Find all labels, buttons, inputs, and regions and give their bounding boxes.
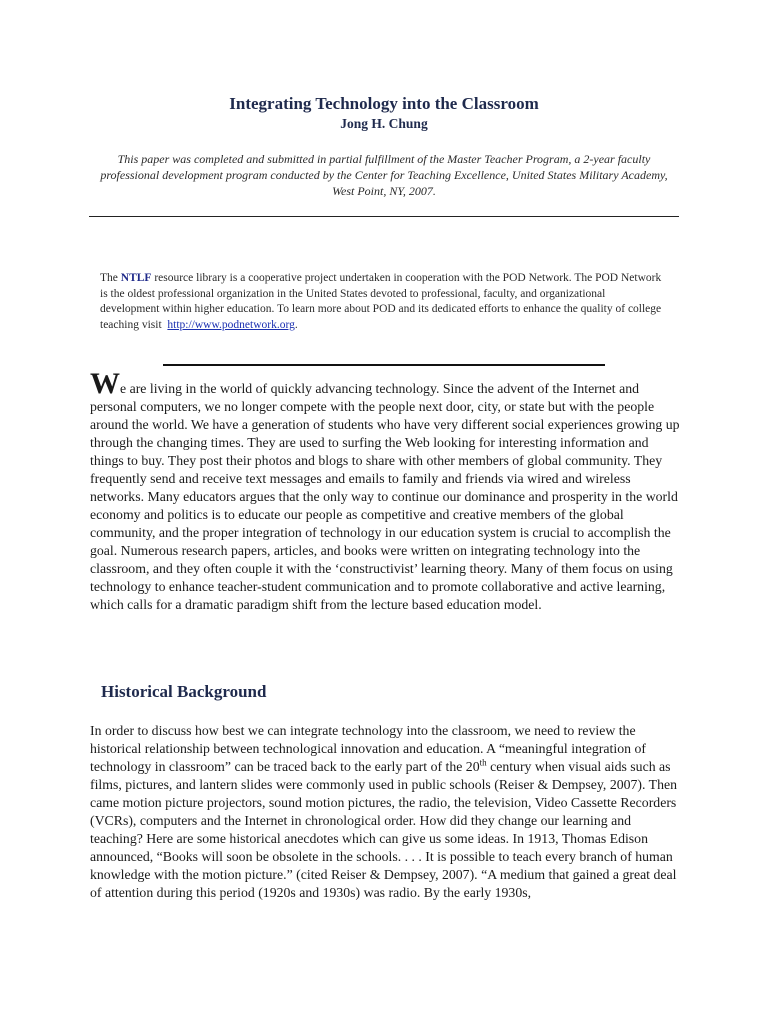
historical-paragraph (90, 722, 680, 902)
drop-cap: W (90, 367, 120, 400)
intro-paragraph (90, 367, 680, 614)
ntlf-suffix: . (294, 318, 298, 331)
document-title: Integrating Technology into the Classroom (229, 94, 539, 113)
middle-divider (163, 364, 605, 366)
ntlf-prefix: The (100, 272, 118, 284)
pod-network-link[interactable]: http://www.podnetwork.org (167, 318, 295, 331)
ntlf-text: resource library is a cooperative project undertaken in cooperation with the POD Network. The POD Network is the oldest professional organization in the United States devoted to professional, faculty, and organizational development within higher education. To learn more about POD and its dedicated efforts to enhance the quality of college teaching visit (100, 272, 662, 331)
historical-text-end: century when visual aids such as films, pictures, and lantern slides were commonly used in public schools (Reiser & Dempsey, 2007). Then came motion picture projectors, sound motion pictures, the radio, the television, Video Cassette Recorders (VCRs), computers and the Internet in chronological order. How did they change our learning and teaching? Here are some historical anecdotes which can give us some ideas. In 1913, Thomas Edison announced, “Books will soon be obsolete in the schools. . . . It is possible to teach every branch of human knowledge with the motion picture.” (cited Reiser & Dempsey, 2007). “A medium that gained a great deal of attention during this period (1920s and 1930s) was radio. By the early 1930s, (90, 759, 678, 900)
top-divider (89, 216, 679, 217)
section-heading: Historical Background (101, 682, 267, 701)
superscript-th: th (479, 757, 487, 768)
ntlf-brand: NTLF (120, 272, 152, 284)
ntlf-notice (100, 271, 666, 333)
intro-text: e are living in the world of quickly advancing technology. Since the advent of the Internet and personal computers, we no longer compete with the people next door, city, or state but with the people around the world. We have a generation of students who have very different social experiences growing up through the changing times. They are used to surfing the Web looking for interesting information and things to buy. They post their photos and blogs to share with other members of global community. They frequently send and receive text messages and emails to family and friends via wired and wireless networks. Many educators argues that the only way to continue our dominance and prosperity in the world economy and politics is to educate our people as competitive and creative members of the global community, and the proper integration of technology in our education system is crucial to accomplish the goal. Numerous research papers, articles, and books were written on integrating technology into the classroom, and they often couple it with the ‘constructivist’ learning theory. Many of them focus on using technology to enhance teacher-student communication and to promote collaborative and active learning, which calls for a dramatic paradigm shift from the lecture based education model. (90, 381, 680, 612)
document-author: Jong H. Chung (340, 116, 428, 131)
submission-note: This paper was completed and submitted in partial fulfillment of the Master Teacher Program, a 2-year faculty professional development program conducted by the Center for Teaching Excellence, United States Military Academy, West Point, NY, 2007. (100, 152, 668, 198)
historical-text-start: In order to discuss how best we can integrate technology into the classroom, we need to review the historical relationship between technological innovation and education. A “meaningful integration of technology in classroom” can be traced back to the early part of the 20 (90, 723, 646, 774)
